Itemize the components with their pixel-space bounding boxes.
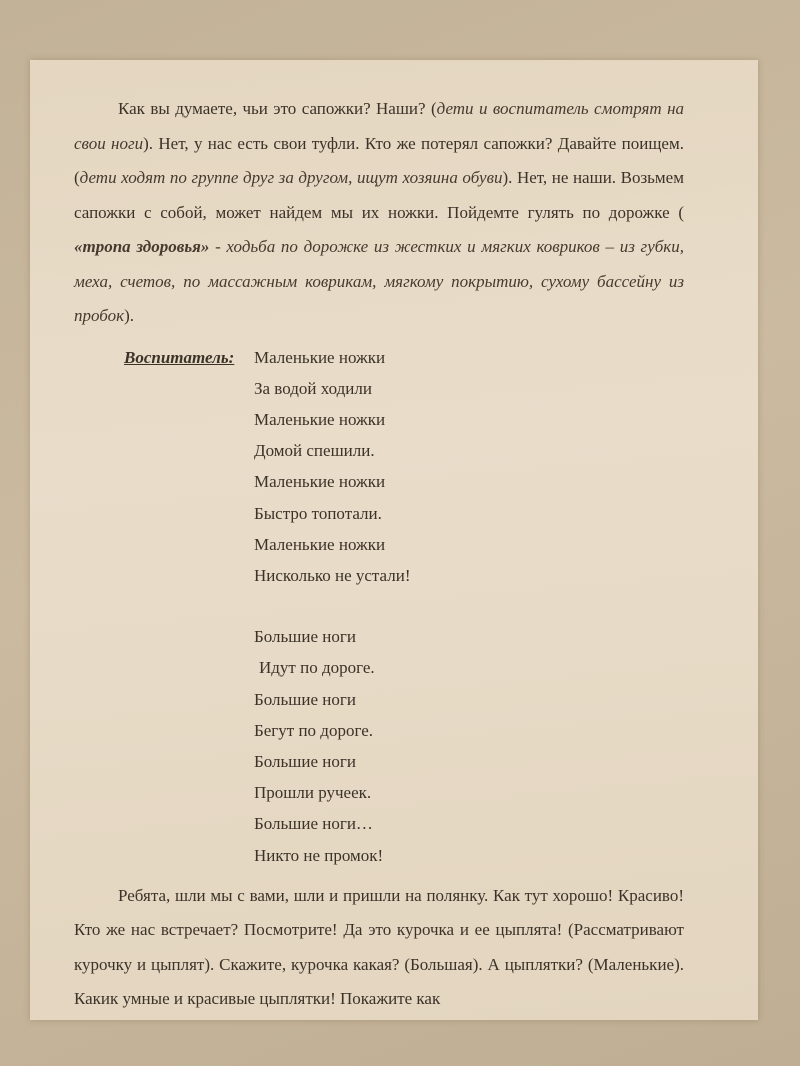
bold-italic-run: «тропа здоровья»	[74, 237, 210, 256]
poem-line: Большие ноги	[254, 689, 356, 709]
text-line: Красиво! Кто же нас встречает? Посмотрите! Да это курочка и ее цыплята!	[74, 885, 684, 940]
poem-line: Домой спешили.	[254, 441, 375, 461]
poem-line: Маленькие ножки	[254, 472, 386, 492]
poem-line: Никто не промок!	[254, 845, 384, 865]
text-run: ).	[124, 306, 134, 325]
speaker-label: Воспитатель:	[124, 347, 235, 367]
text-run: ). Нет, у нас есть свои туфли. Кто же потерял	[143, 133, 479, 153]
poem-line: Идут по дороге.	[259, 658, 375, 678]
italic-run: дорожке из жестких и мягких ковриков – из губки, меха, счетов, по	[74, 237, 684, 291]
paragraph-meadow	[74, 879, 684, 1017]
text-run: сапожки? Давайте поищем. (	[74, 133, 684, 187]
italic-run: хозяина обуви	[402, 168, 503, 187]
document-body	[74, 92, 684, 1017]
poem-line: За водой ходили	[254, 378, 372, 398]
poem-line: Большие ноги	[254, 627, 356, 647]
poem-line: Бегут по дороге.	[254, 720, 373, 740]
poem-line: Большие ноги…	[254, 814, 373, 834]
paragraph-intro	[74, 92, 684, 334]
stanza-small-feet	[254, 342, 684, 871]
poem-line: Большие ноги	[254, 751, 356, 771]
italic-run: дети ходят по группе друг за другом, ищут	[79, 168, 398, 187]
text-run: ). Нет, не наши. Возьмем сапожки с собой, может найдем мы	[74, 168, 684, 222]
text-line: цыплятки? (Маленькие). Какик умные и красивые цыплятки! Покажите как	[74, 954, 684, 1009]
text-run: их ножки. Пойдемте гулять по дорожке (	[361, 202, 684, 222]
poem-line: Маленькие ножки	[254, 534, 386, 554]
text-run: Как вы думаете, чьи это сапожки? Наши? (	[118, 99, 437, 118]
italic-run: смотрят на свои ноги	[74, 99, 685, 153]
poem-line: Нисколько не устали!	[254, 565, 411, 585]
poem	[74, 342, 684, 871]
poem-line: Прошли ручеек.	[254, 783, 372, 803]
text-line: (Рассматривают курочку и цыплят). Скажите, курочка какая? (Большая). А	[74, 920, 684, 974]
poem-line: Маленькие ножки	[254, 347, 386, 367]
italic-run: массажным коврикам, мягкому покрытию, сухому бассейну из пробок	[74, 271, 685, 325]
text-line: Ребята, шли мы с вами, шли и пришли на полянку. Как тут хорошо!	[118, 885, 614, 905]
italic-run: дети и воспитатель	[436, 99, 589, 118]
stanza-gap	[254, 591, 684, 621]
italic-run: - ходьба по	[209, 237, 298, 256]
poem-line: Быстро топотали.	[254, 503, 382, 523]
poem-line: Маленькие ножки	[254, 409, 386, 429]
